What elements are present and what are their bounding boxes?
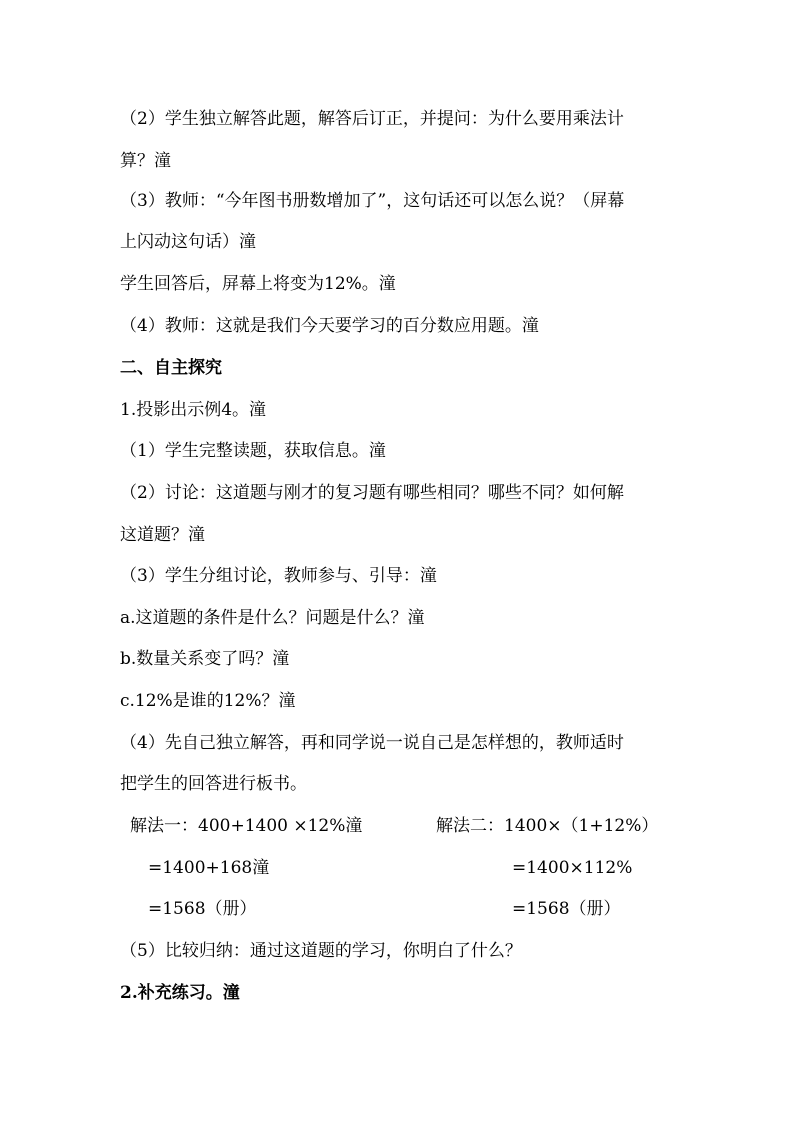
paragraph-line: （5）比较归纳：通过这道题的学习，你明白了什么？	[120, 941, 522, 961]
paragraph-line: （2）学生独立解答此题，解答后订正，并提问：为什么要用乘法计	[120, 109, 624, 129]
solution-2-line-1: 解法二：1400×（1+12%）	[436, 816, 659, 836]
paragraph-line: （4）教师：这就是我们今天要学习的百分数应用题。潼	[120, 316, 539, 336]
paragraph-line: 把学生的回答进行板书。	[120, 774, 307, 794]
solution-1-line-2: =1400+168潼	[148, 858, 270, 878]
paragraph-line: 1.投影出示例4。潼	[120, 400, 267, 420]
solution-1-line-1: 解法一：400+1400 ×12%潼	[130, 816, 363, 836]
section-heading: 二、自主探究	[120, 358, 222, 378]
paragraph-line: （1）学生完整读题，获取信息。潼	[120, 441, 386, 461]
paragraph-line: 这道题？潼	[120, 525, 205, 545]
solution-1-line-3: =1568（册）	[148, 899, 257, 919]
paragraph-line: 算？潼	[120, 151, 171, 171]
paragraph-line: c.12%是谁的12%？潼	[120, 691, 296, 711]
paragraph-line: b.数量关系变了吗？潼	[120, 649, 290, 669]
paragraph-line: 学生回答后，屏幕上将变为12%。潼	[120, 274, 396, 294]
paragraph-line: （4）先自己独立解答，再和同学说一说自己是怎样想的，教师适时	[120, 733, 624, 753]
paragraph-line: 上闪动这句话）潼	[120, 232, 256, 252]
paragraph-line: （3）教师：“今年图书册数增加了”，这句话还可以怎么说？（屏幕	[120, 191, 625, 211]
paragraph-line: （2）讨论：这道题与刚才的复习题有哪些相同？哪些不同？如何解	[120, 483, 624, 503]
section-heading: 2.补充练习。潼	[120, 983, 240, 1003]
solution-2-line-2: =1400×112%	[512, 858, 633, 878]
paragraph-line: （3）学生分组讨论，教师参与、引导：潼	[120, 566, 437, 586]
paragraph-line: a.这道题的条件是什么？问题是什么？潼	[120, 608, 425, 628]
solution-2-line-3: =1568（册）	[512, 899, 621, 919]
